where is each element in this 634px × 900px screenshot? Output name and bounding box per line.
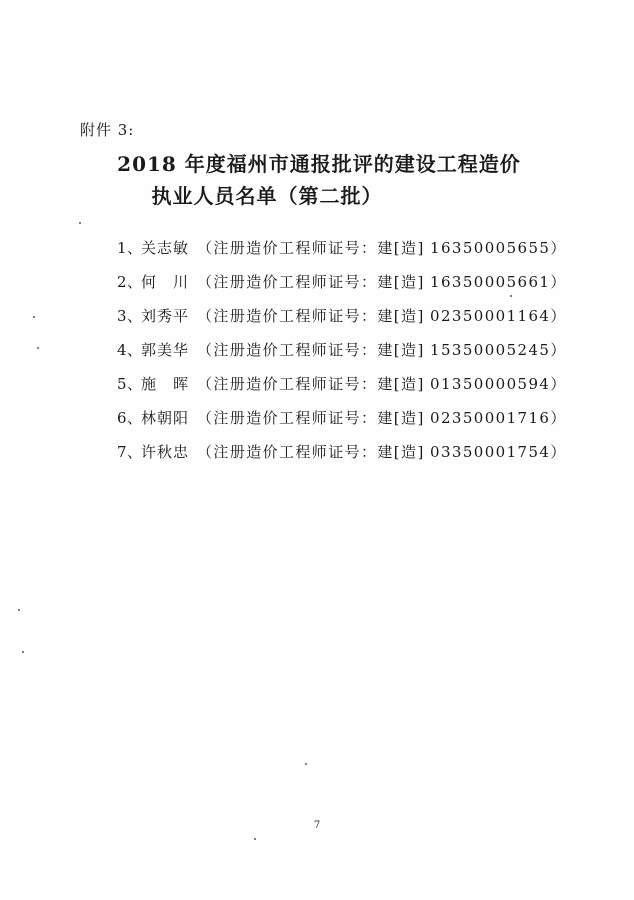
certificate-prefix: （注册造价工程师证号：建[造] — [197, 341, 425, 359]
person-name: 刘秀平 — [141, 307, 190, 325]
attachment-label: 附件 3: — [80, 121, 135, 139]
scan-speck — [254, 838, 256, 840]
list-item — [117, 304, 567, 338]
list-item — [117, 236, 567, 270]
page-number: 7 — [313, 820, 321, 831]
person-name: 关志敏 — [141, 239, 190, 257]
scan-speck — [37, 347, 39, 349]
certificate-number: 16350005661） — [430, 273, 567, 291]
item-number: 6、 — [117, 409, 143, 427]
scan-speck — [305, 763, 307, 765]
list-item — [117, 338, 567, 372]
list-item — [117, 270, 567, 304]
certificate-prefix: （注册造价工程师证号：建[造] — [197, 307, 425, 325]
certificate-prefix: （注册造价工程师证号：建[造] — [197, 375, 425, 393]
certificate-prefix: （注册造价工程师证号：建[造] — [197, 239, 425, 257]
list-item — [117, 372, 567, 406]
item-number: 7、 — [117, 443, 143, 461]
item-number: 2、 — [117, 273, 143, 291]
personnel-list — [117, 236, 567, 474]
item-number: 1、 — [117, 239, 143, 257]
certificate-number: 16350005655） — [430, 239, 567, 257]
certificate-prefix: （注册造价工程师证号：建[造] — [197, 443, 425, 461]
certificate-prefix: （注册造价工程师证号：建[造] — [197, 273, 425, 291]
scan-speck — [79, 222, 81, 224]
certificate-prefix: （注册造价工程师证号：建[造] — [197, 409, 425, 427]
certificate-number: 15350005245） — [430, 341, 567, 359]
person-name: 施 晖 — [141, 375, 190, 393]
person-name: 何 川 — [141, 273, 190, 291]
list-item — [117, 406, 567, 440]
scan-speck — [18, 609, 20, 611]
person-name: 郭美华 — [141, 341, 190, 359]
certificate-number: 03350001754） — [430, 443, 567, 461]
list-item — [117, 440, 567, 474]
item-number: 5、 — [117, 375, 143, 393]
item-number: 4、 — [117, 341, 143, 359]
person-name: 许秋忠 — [141, 443, 190, 461]
document-title-line-2: 执业人员名单（第二批） — [151, 184, 383, 208]
item-number: 3、 — [117, 307, 143, 325]
person-name: 林朝阳 — [141, 409, 190, 427]
certificate-number: 01350000594） — [430, 375, 567, 393]
scan-speck — [22, 651, 24, 653]
scan-speck — [33, 316, 35, 318]
certificate-number: 02350001164） — [430, 307, 567, 325]
document-title-line-1: 2018 年度福州市通报批评的建设工程造价 — [117, 152, 521, 176]
certificate-number: 02350001716） — [430, 409, 567, 427]
scan-speck — [510, 295, 512, 297]
